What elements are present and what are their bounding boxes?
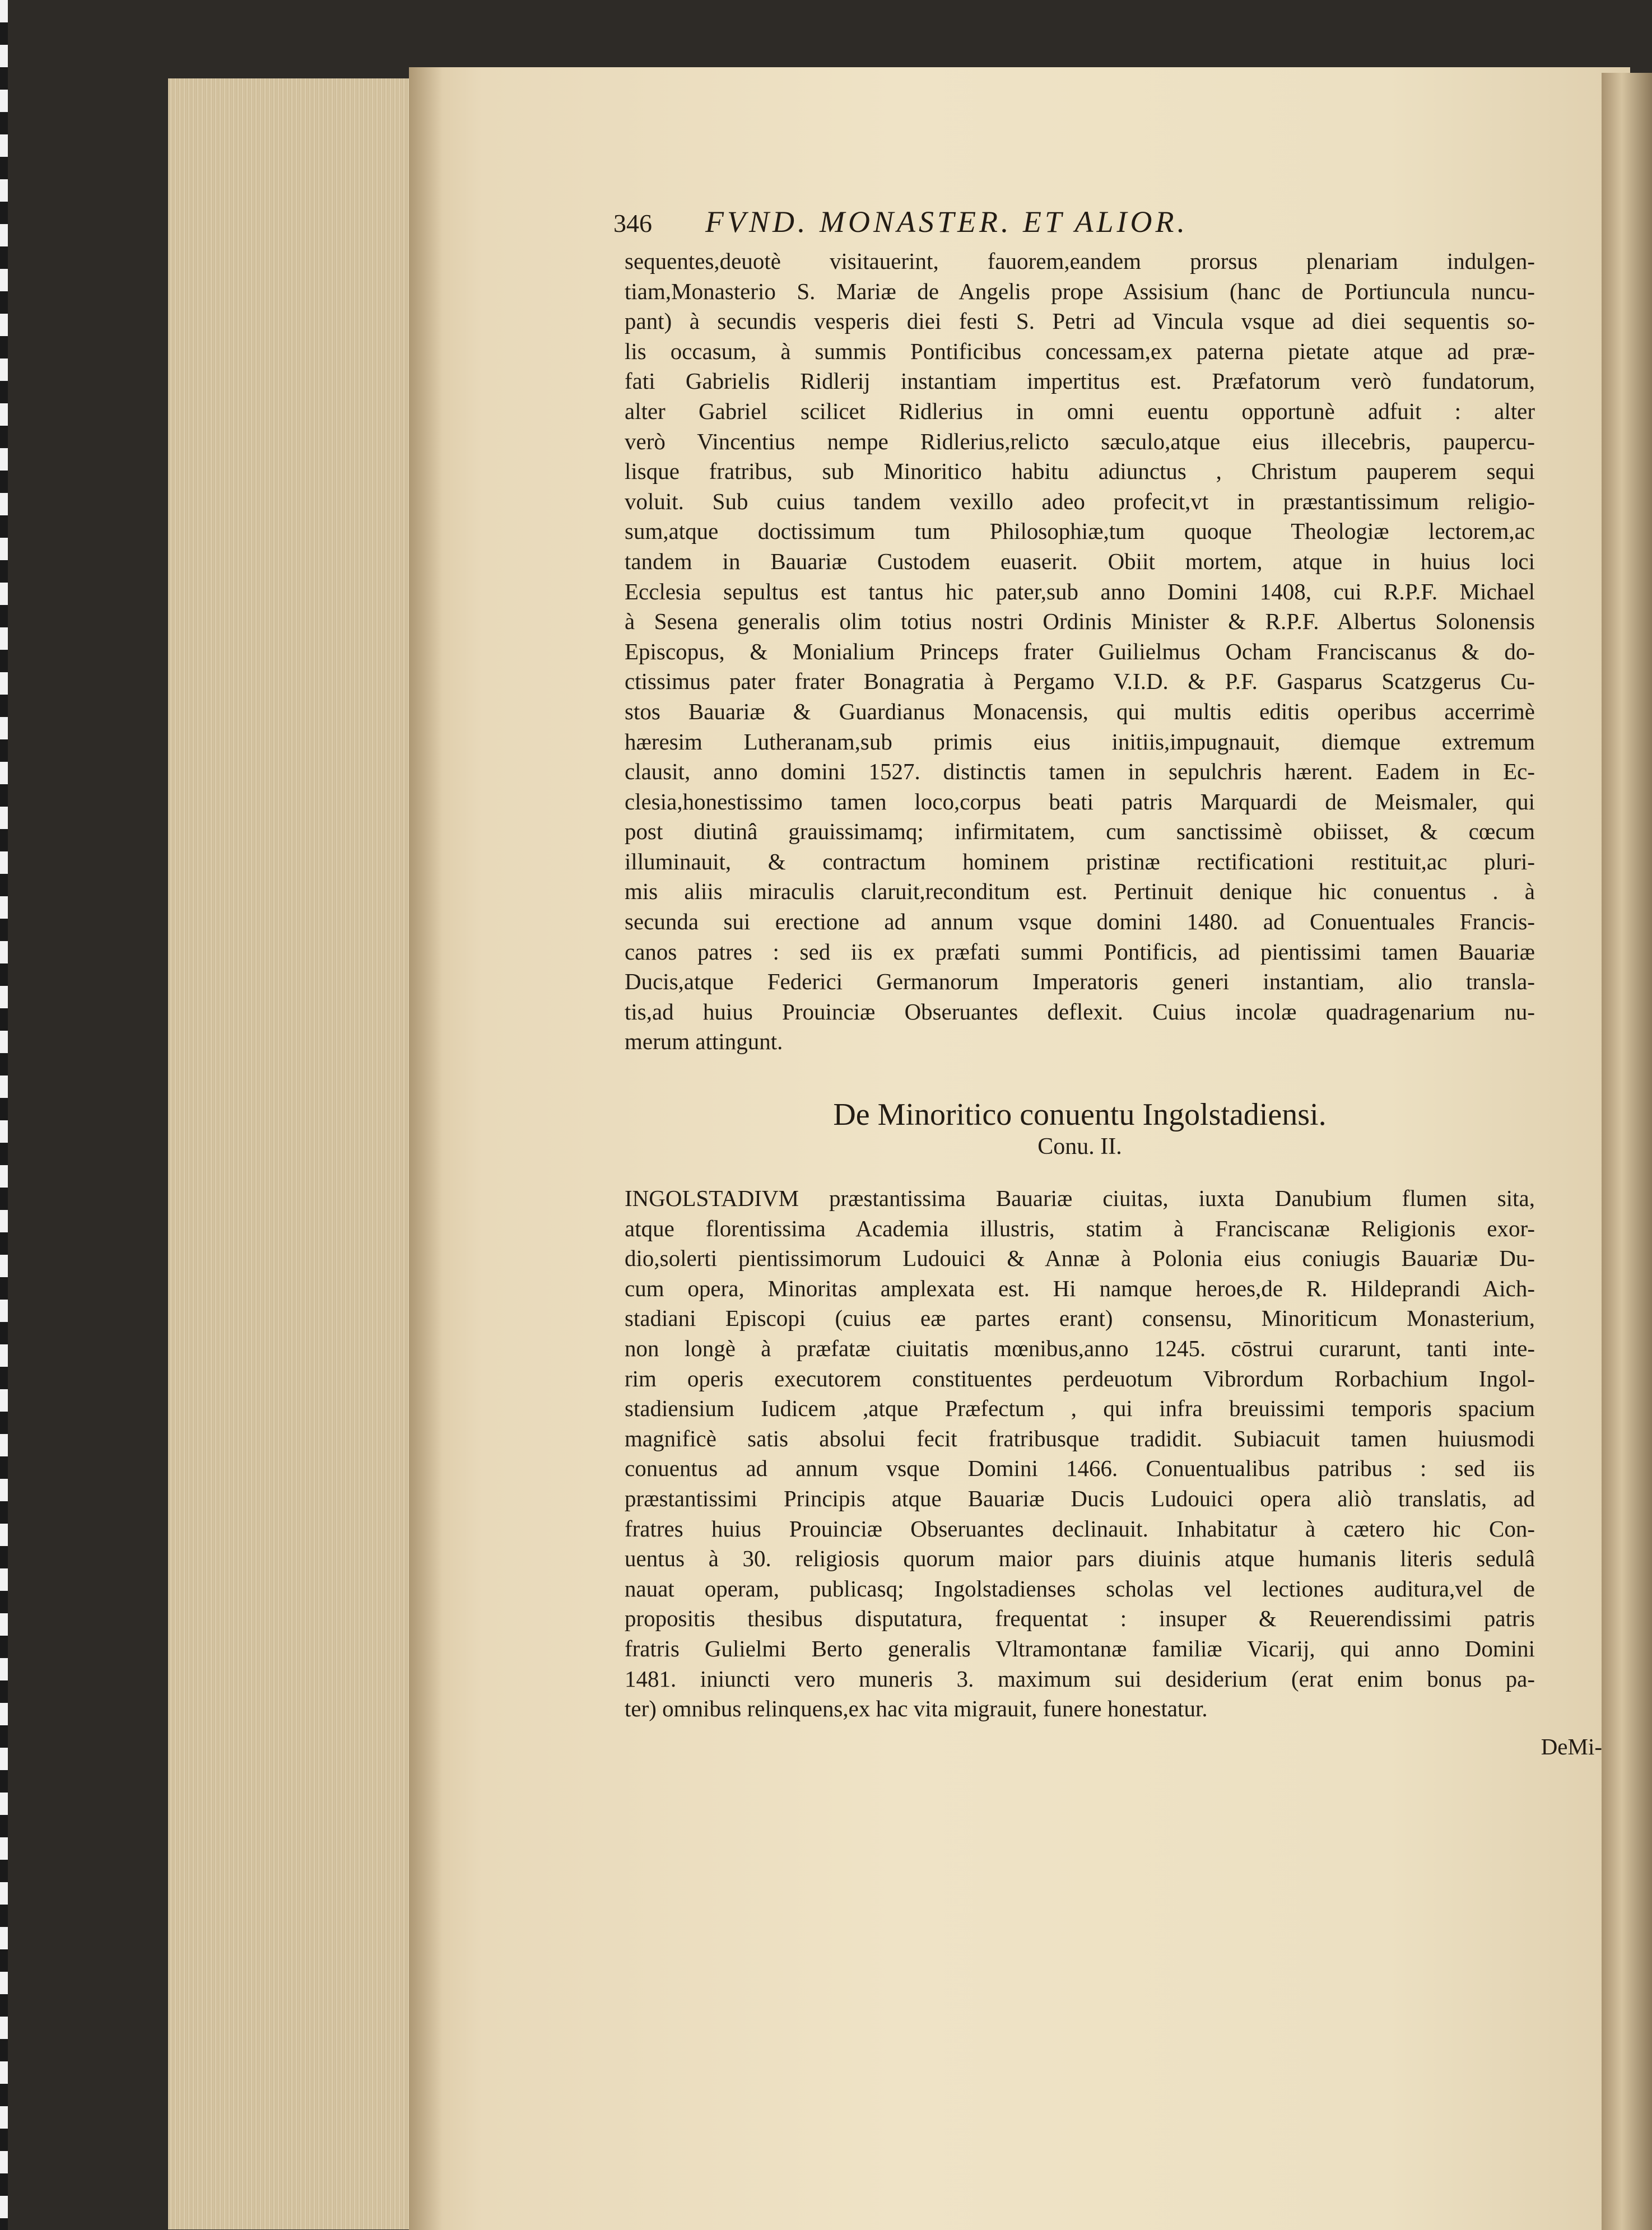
text-line: stos Bauariæ & Guardianus Monacensis, qui multis editis operibus accerrimè <box>625 698 1535 724</box>
page-text-block <box>613 205 1602 1762</box>
paragraph-2 <box>625 1184 1535 1724</box>
text-line: merum attingunt. <box>625 1028 783 1055</box>
page-header <box>613 207 1535 246</box>
text-line: clesia,honestissimo tamen loco,corpus beati patris Marquardi de Meismaler, qui <box>625 788 1535 814</box>
text-line: propositis thesibus disputatura, frequentat : insuper & Reuerendissimi patris <box>625 1605 1535 1632</box>
book-fore-edge <box>168 78 412 2229</box>
text-line: lisque fratribus, sub Minoritico habitu adiunctus , Christum pauperem sequi <box>625 458 1535 485</box>
running-title: FVND. MONASTER. ET ALIOR. <box>705 205 1189 239</box>
text-line: fratres huius Prouinciæ Obseruantes declinauit. Inhabitatur à cætero hic Con- <box>625 1515 1535 1542</box>
text-line: dio,solerti pientissimorum Ludouici & Annæ à Polonia eius coniugis Bauariæ Du- <box>625 1245 1535 1272</box>
text-line: tandem in Bauariæ Custodem euaserit. Obiit mortem, atque in huius loci <box>625 548 1535 574</box>
paragraph-1 <box>625 246 1535 1057</box>
text-line: magnificè satis absolui fecit fratribusque tradidit. Subiacuit tamen huiusmodi <box>625 1425 1535 1451</box>
text-line: alter Gabriel scilicet Ridlerius in omni euentu opportunè adfuit : alter <box>625 398 1535 424</box>
text-line: illuminauit, & contractum hominem pristinæ rectificationi restituit,ac pluri- <box>625 848 1535 874</box>
text-line: 1481. iniuncti vero muneris 3. maximum sui desiderium (erat enim bonus pa- <box>625 1665 1535 1692</box>
facing-page-edge <box>1602 73 1652 2230</box>
text-line: sum,atque doctissimum tum Philosophiæ,tum quoque Theologiæ lectorem,ac <box>625 518 1535 544</box>
text-line: præstantissimi Principis atque Bauariæ Ducis Ludouici opera aliò translatis, ad <box>625 1485 1535 1511</box>
text-line: verò Vincentius nempe Ridlerius,relicto sæculo,atque eius illecebris, paupercu- <box>625 428 1535 454</box>
text-line: lis occasum, à summis Pontificibus concessam,ex paterna pietate atque ad præ- <box>625 338 1535 364</box>
scan-ruler <box>0 0 8 2230</box>
text-line: stadiensium Iudicem ,atque Præfectum , qui infra breuissimi temporis spacium <box>625 1395 1535 1422</box>
text-line: tiam,Monasterio S. Mariæ de Angelis prope Assisium (hanc de Portiuncula nuncu- <box>625 278 1535 304</box>
text-line: clausit, anno domini 1527. distinctis tamen in sepulchris hærent. Eadem in Ec- <box>625 758 1535 785</box>
section-heading: De Minoritico conuentu Ingolstadiensi. <box>833 1097 1327 1133</box>
text-line: Episcopus, & Monialium Princeps frater Guilielmus Ocham Franciscanus & do- <box>625 638 1535 664</box>
text-line: uentus à 30. religiosis quorum maior pars diuinis atque humanis literis sedulâ <box>625 1545 1535 1572</box>
section-subheading: Conu. II. <box>1037 1134 1122 1160</box>
text-line: atque florentissima Academia illustris, statim à Franciscanæ Religionis exor- <box>625 1215 1535 1241</box>
text-line: hæresim Lutheranam,sub primis eius initiis,impugnauit, diemque extremum <box>625 728 1535 755</box>
text-line: ctissimus pater frater Bonagratia à Pergamo V.I.D. & P.F. Gasparus Scatzgerus Cu- <box>625 668 1535 695</box>
text-line: non longè à præfatæ ciuitatis mœnibus,anno 1245. cōstrui curarunt, tanti inte- <box>625 1335 1535 1361</box>
text-line: fratris Gulielmi Berto generalis Vltramontanæ familiæ Vicarij, qui anno Domini <box>625 1635 1535 1661</box>
text-line: nauat operam, publicasq; Ingolstadienses scholas vel lectiones auditura,vel de <box>625 1575 1535 1601</box>
text-line: cum opera, Minoritas amplexata est. Hi namque heroes,de R. Hildeprandi Aich- <box>625 1275 1535 1301</box>
text-line: tis,ad huius Prouinciæ Obseruantes deflexit. Cuius incolæ quadragenarium nu- <box>625 998 1535 1025</box>
text-line: stadiani Episcopi (cuius eæ partes erant) consensu, Minoriticum Monasterium, <box>625 1305 1535 1332</box>
text-line: sequentes,deuotè visitauerint, fauorem,eandem prorsus plenariam indulgen- <box>625 248 1535 274</box>
text-line: rim operis executorem constituentes perdeuotum Vibrordum Rorbachium Ingol- <box>625 1365 1535 1391</box>
text-line: mis aliis miraculis claruit,reconditum est. Pertinuit denique hic conuentus . à <box>625 878 1535 905</box>
text-line: secunda sui erectione ad annum vsque domini 1480. ad Conuentuales Francis- <box>625 909 1535 935</box>
text-line: canos patres : sed iis ex præfati summi Pontificis, ad pientissimi tamen Bauariæ <box>625 938 1535 965</box>
text-line: pant) à secundis vesperis diei festi S. Petri ad Vincula vsque ad diei sequentis so- <box>625 308 1535 334</box>
text-line: ter) omnibus relinquens,ex hac vita migrauit, funere honestatur. <box>625 1696 1208 1722</box>
text-line: voluit. Sub cuius tandem vexillo adeo profecit,vt in præstantissimum religio- <box>625 488 1535 514</box>
text-line: fati Gabrielis Ridlerij instantiam impertitus est. Præfatorum verò fundatorum, <box>625 368 1535 394</box>
catchword: DeMi- <box>1541 1733 1602 1759</box>
text-line: à Sesena generalis olim totius nostri Ordinis Minister & R.P.F. Albertus Solonensis <box>625 608 1535 635</box>
text-line: post diutinâ grauissimamq; infirmitatem, cum sanctissimè obiisset, & cœcum <box>625 818 1535 845</box>
text-line: conuentus ad annum vsque Domini 1466. Conuentualibus patribus : sed iis <box>625 1455 1535 1482</box>
text-line: INGOLSTADIVM præstantissima Bauariæ ciuitas, iuxta Danubium flumen sita, <box>625 1185 1535 1212</box>
text-line: Ecclesia sepultus est tantus hic pater,sub anno Domini 1408, cui R.P.F. Michael <box>625 578 1535 604</box>
text-line: Ducis,atque Federici Germanorum Imperatoris generi instantiam, alio transla- <box>625 969 1535 995</box>
page-number: 346 <box>613 209 652 238</box>
